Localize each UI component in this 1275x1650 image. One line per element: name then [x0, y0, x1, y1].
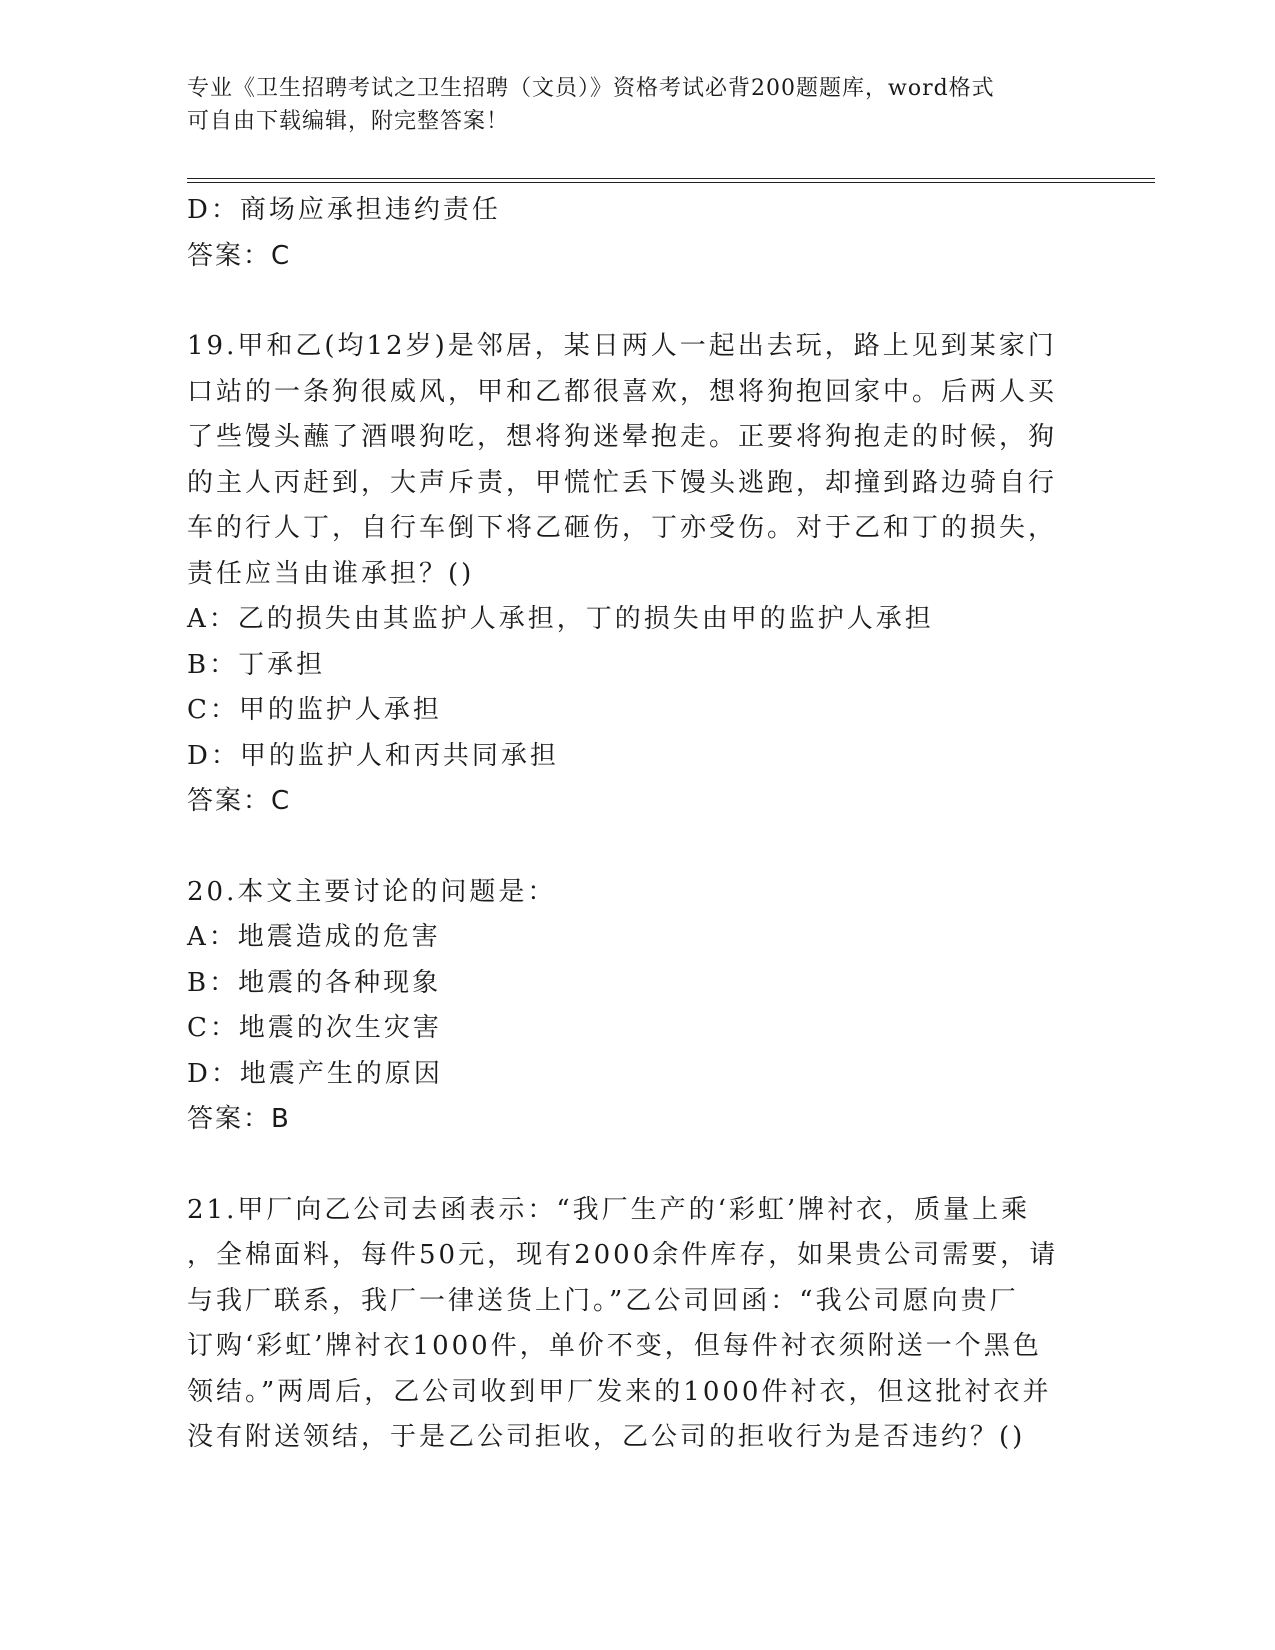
option-d: D：商场应承担违约责任: [187, 195, 501, 225]
question-line: 与我厂联系，我厂一律送货上门。”乙公司回函：“我公司愿向贵厂: [187, 1285, 1019, 1316]
answer: 答案：B: [187, 1104, 291, 1134]
question-21: [187, 1188, 1087, 1461]
previous-question-tail: [187, 188, 1087, 279]
document-header: [187, 72, 1067, 138]
spacer: [187, 825, 1087, 870]
question-line: 车的行人丁，自行车倒下将乙砸伤，丁亦受伤。对于乙和丁的损失，: [187, 513, 1058, 543]
option-b: B：丁承担: [187, 649, 326, 680]
question-line: 没有附送领结，于是乙公司拒收，乙公司的拒收行为是否违约？(): [187, 1422, 1026, 1452]
question-20: [187, 870, 1087, 1143]
question-19: [187, 324, 1087, 825]
question-line: 了些馒头蘸了酒喂狗吃，想将狗迷晕抱走。正要将狗抱走的时候，狗: [187, 422, 1058, 452]
option-a: A：地震造成的危害: [187, 922, 441, 952]
question-line: 领结。”两周后，乙公司收到甲厂发来的1000件衬衣，但这批衬衣并: [187, 1376, 1052, 1407]
question-line: 19.甲和乙(均12岁)是邻居，某日两人一起出去玩，路上见到某家门: [187, 331, 1057, 361]
spacer: [187, 1143, 1087, 1188]
header-line-2: 可自由下载编辑，附完整答案！: [187, 109, 510, 134]
question-line: 口站的一条狗很威风，甲和乙都很喜欢，想将狗抱回家中。后两人买: [187, 376, 1058, 407]
option-a: A：乙的损失由其监护人承担，丁的损失由甲的监护人承担: [187, 604, 934, 634]
answer: 答案：C: [187, 786, 292, 816]
question-line: 21.甲厂向乙公司去函表示：“我厂生产的‘彩虹’牌衬衣，质量上乘: [187, 1194, 1031, 1225]
option-d: D：地震产生的原因: [187, 1058, 443, 1089]
header-divider-bottom: [187, 182, 1155, 183]
option-c: C：地震的次生灾害: [187, 1013, 442, 1043]
header-divider-top: [187, 178, 1155, 179]
question-line: 的主人丙赶到，大声斥责，甲慌忙丢下馒头逃跑，却撞到路边骑自行: [187, 467, 1058, 498]
answer: 答案：C: [187, 240, 292, 271]
document-body: [187, 188, 1087, 1461]
option-b: B：地震的各种现象: [187, 967, 442, 998]
option-c: C：甲的监护人承担: [187, 695, 442, 725]
question-line: ，全棉面料，每件50元，现有2000余件库存，如果贵公司需要，请: [187, 1240, 1059, 1270]
spacer: [187, 279, 1087, 324]
question-line: 20.本文主要讨论的问题是：: [187, 876, 557, 907]
question-line: 订购‘彩虹’牌衬衣1000件，单价不变，但每件衬衣须附送一个黑色: [187, 1331, 1042, 1361]
question-line: 责任应当由谁承担？(): [187, 558, 475, 589]
option-d: D：甲的监护人和丙共同承担: [187, 740, 559, 771]
header-line-1: 专业《卫生招聘考试之卫生招聘（文员）》资格考试必背200题题库，word格式: [187, 76, 995, 101]
